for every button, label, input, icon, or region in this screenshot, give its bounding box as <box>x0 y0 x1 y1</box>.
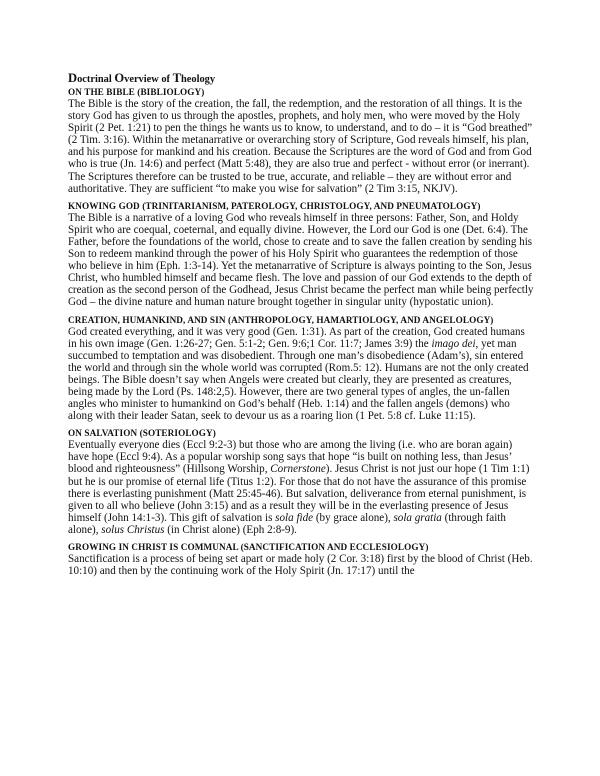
italic-term: imago dei <box>431 337 476 350</box>
italic-term: solus Christus <box>101 523 165 536</box>
italic-term: Cornerstone <box>270 463 326 476</box>
section-body-growing: Sanctification is a process of being set apart or made holy (2 Cor. 3:18) first by the blood of Christ (Heb. 10:10) and then by the continuing work of the Holy Spirit (Jn. 17:17) until the <box>68 553 533 578</box>
title-initial-o: O <box>114 71 125 85</box>
document-title <box>68 72 534 86</box>
section-heading-salvation: ON SALVATION (SOTERIOLOGY) <box>68 428 216 439</box>
section-body-salvation <box>68 439 534 536</box>
section-body-knowing-god: The Bible is a narrative of a loving God who reveals himself in three persons: Father, Son, and Holdy Spirit who are coequal, coeternal, and equally divine. However, the Lord our God is one (Det. 6:4). The Father, before the foundations of the world, chose to create and to save the fallen creation by sending his Son to redeem mankind through the power of his Holy Spirit who guarantees the redemption of those who believe in him (Eph. 1:3-14). Yet the metanarrative of Scripture is always pointing to the Son, Jesus Christ, who humbled himself and became flesh. The love and passion of our God extends to the depth of creation as the second person of the Godhead, Jesus Christ became the perfect man while being perfectly God – the divine nature and human nature brought together in singular unity (hypostatic union). <box>68 211 534 309</box>
section-body-creation <box>68 326 534 423</box>
document-page <box>68 72 534 582</box>
section-heading-creation: CREATION, HUMANKIND, AND SIN (ANTHROPOLOGY, HAMARTIOLOGY, AND ANGELOLOGY) <box>68 314 494 325</box>
section-heading-knowing-god: KNOWING GOD (TRINITARIANISM, PATEROLOGY, CHRISTOLOGY, AND PNEUMATOLOGY) <box>68 200 481 211</box>
italic-term: sola gratia <box>393 511 442 524</box>
text-run: God created everything, and it was very good (Gen. 1:31). As part of the creation, God created humans in his own image (Gen. 1:26-27; Gen. 5:1-2; Gen. 9:6;1 Cor. 11:7; James 3:9) the <box>68 325 525 350</box>
section-heading-growing: GROWING IN CHRIST IS COMMUNAL (SANCTIFICATION AND ECCLESIOLOGY) <box>68 542 429 552</box>
section-body-bible: The Bible is the story of the creation, the fall, the redemption, and the restoration of all things. It is the story God has given to us through the apostles, prophets, and holy men, who were moved by the Holy Spirit (2 Pet. 1:21) to pen the things he wants us to know, to understand, and to do – it is “God breathed” (2 Tim. 3:16). Within the metanarrative or overarching story of Scripture, God reveals himself, his plan, and his purpose for mankind and his creation. Because the Scriptures are the word of God and from God who is true (Jn. 14:6) and perfect (Matt 5:48), they are also true and perfect - without error (or inerrant). The Scriptures therefore can be trusted to be true, accurate, and reliable – they are without error and authoritative. They are sufficient “to make you wise for salvation” (2 Tim 3:15, NKJV). <box>68 98 533 195</box>
text-run: (in Christ alone) (Eph 2:8-9). <box>164 523 297 536</box>
title-part: heology <box>181 74 216 85</box>
text-run: ). Jesus Christ is not just our hope (1 Tim 1:1) but he is our promise of eternal life (Titus 1:2). For those that do not have the assurance of this promise there is everlasting punishment (Matt 25:45-46). But salvation, deliverance from eternal punishment, is given to all who believe (John 3:15) and as a result they will be in the everlasting presence of Jesus himself (John 14:1-3). This gift of salvation is <box>68 463 530 524</box>
title-part: octrinal <box>77 74 115 85</box>
text-run: (by grace alone), <box>313 511 394 524</box>
italic-term: sola fide <box>275 511 314 524</box>
title-initial-d: D <box>68 71 78 85</box>
section-heading-bible: ON THE BIBLE (BIBLIOLOGY) <box>68 87 205 97</box>
text-run: , yet man succumbed to temptation and was disobedient. Through one man’s disobedience (Adam’s), sin entered the world and through sin the whole world was corrupted (Rom.5: 12). Humans are not the only created beings. The Bible doesn’t say when Angels were created but clearly, they are presented as creatures, being made by the Lord (Ps. 148:2,5). However, there are two general types of angles, the un-fallen angles who minister to humankind on God’s behalf (Heb. 1:14) and the fallen angels (demons) who along with their leader Satan, seek to devour us as a roaring lion (1 Pet. 5:8 cf. Luke 11:15). <box>68 337 529 423</box>
title-initial-t: T <box>172 71 182 85</box>
text-run: (through faith alone), <box>68 511 506 536</box>
title-part: verview of <box>124 74 173 85</box>
text-run: Eventually everyone dies (Eccl 9:2-3) but those who are among the living (i.e. who are boran again) have hope (Eccl 9:4). As a popular worship song says that hope “is built on nothing less, than Jesus’ blood and righteousness” (Hillsong Worship, <box>68 439 513 476</box>
